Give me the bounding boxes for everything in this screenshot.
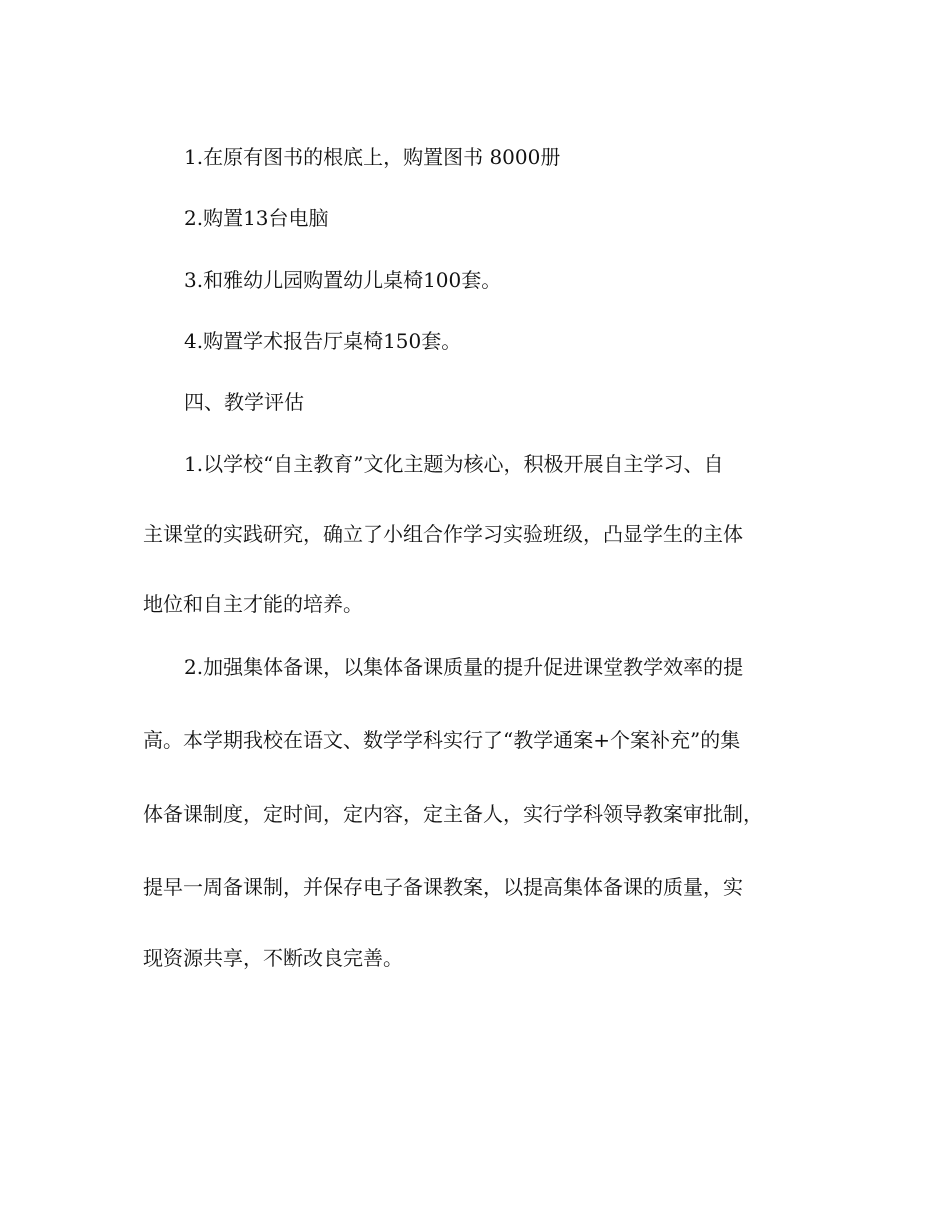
paragraph-2-line-2: 高。本学期我校在语文、数学学科实行了“教学通案+个案补充”的集 [143,728,741,752]
paragraph-2-line-4: 提早一周备课制，并保存电子备课教案，以提高集体备课的质量，实 [143,875,743,899]
paragraph-2-line-5: 现资源共享，不断改良完善。 [143,946,403,970]
list-item-computers: 2.购置13台电脑 [184,206,329,230]
list-item-lecture-hall-desks: 4.购置学术报告厅桌椅150套。 [184,329,462,353]
paragraph-1-line-1: 1.以学校“自主教育”文化主题为核心，积极开展自主学习、自 [184,452,724,476]
section-heading: 四、教学评估 [184,390,304,414]
list-item-books: 1.在原有图书的根底上，购置图书 8000册 [184,145,561,169]
paragraph-1-line-2: 主课堂的实践研究，确立了小组合作学习实验班级，凸显学生的主体 [143,522,743,546]
paragraph-2-line-3: 体备课制度，定时间，定内容，定主备人，实行学科领导教案审批制， [143,802,763,826]
paragraph-2-line-1: 2.加强集体备课，以集体备课质量的提升促进课堂教学效率的提 [184,655,744,679]
list-item-kindergarten-desks: 3.和雅幼儿园购置幼儿桌椅100套。 [184,268,502,292]
paragraph-1-line-3: 地位和自主才能的培养。 [143,592,363,616]
